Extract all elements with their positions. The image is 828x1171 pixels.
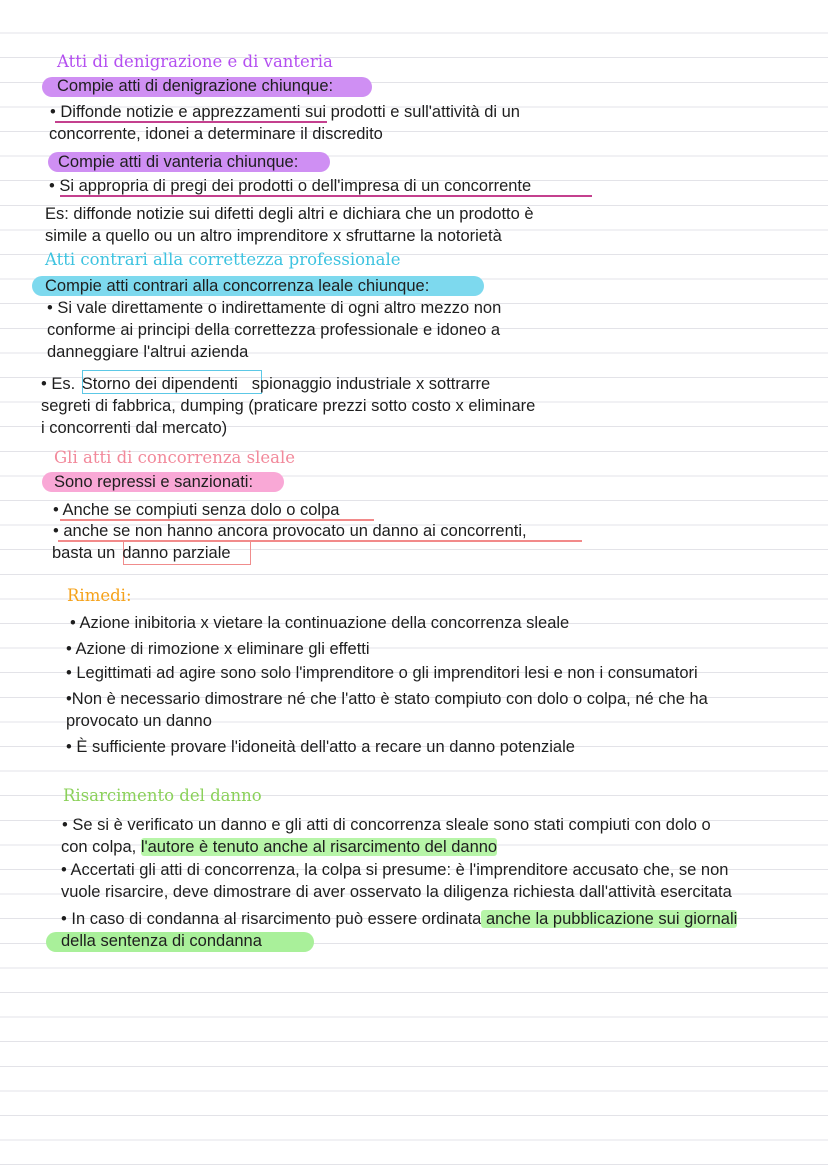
list-item [61,909,737,929]
boxed-text: Storno dei dipendenti [81,375,238,393]
section-title-risarcimento: Risarcimento del danno [63,786,262,805]
bullet-line [50,102,520,122]
boxed-text: danno parziale [122,544,231,562]
text-span: • Es. [41,375,76,393]
section-title-rimedi: Rimedi: [67,586,132,605]
example-line: simile a quello ou un altro imprenditore x sfruttarne la notorietà [45,227,502,245]
bullet-line: • Si appropria di pregi dei prodotti o dell'impresa di un concorrente [49,177,532,195]
text-line: i concorrenti dal mercato) [41,419,228,437]
text-span: spionaggio industriale x sottrarre [251,375,491,393]
list-item: • Azione inibitoria x vietare la continuazione della concorrenza sleale [70,614,570,632]
text-line: vuole risarcire, deve dimostrare di aver osservato la diligenza richiesta dall'attività esercitata [61,883,732,901]
example-line [41,374,490,394]
text-line: segreti di fabbrica, dumping (praticare prezzi sotto costo x eliminare [41,397,536,415]
text-span: sui prodotti e sull'attività di un [300,103,520,121]
bullet-line: • Anche se compiuti senza dolo o colpa [53,501,340,519]
text-span: con colpa, [61,838,141,856]
list-item: • È sufficiente provare l'idoneità dell'atto a recare un danno potenziale [66,738,575,756]
section-title-denigrazione: Atti di denigrazione e di vanteria [57,52,333,71]
bullet-line: • anche se non hanno ancora provocato un danno ai concorrenti, [53,522,527,540]
text-span: • In caso di condanna al risarcimento può essere ordinata [61,910,482,928]
heading-denigrazione: Compie atti di denigrazione chiunque: [57,77,334,95]
text-line [52,543,231,563]
text-line: conforme ai principi della correttezza professionale e idoneo a [47,321,501,339]
heading-correttezza: Compie atti contrari alla concorrenza leale chiunque: [45,277,430,295]
heading-vanteria: Compie atti di vanteria chiunque: [58,153,299,171]
example-line: Es: diffonde notizie sui difetti degli altri e dichiara che un prodotto è [45,205,534,223]
list-item: • Legittimati ad agire sono solo l'imprenditore o gli imprenditori lesi e non i consumatori [66,664,698,682]
underlined-phrase: • Diffonde notizie e apprezzamenti [50,103,301,121]
list-item: • Se si è verificato un danno e gli atti di concorrenza sleale sono stati compiuti con dolo o [62,816,711,834]
list-item: • Azione di rimozione x eliminare gli effetti [66,640,370,658]
text-line: • Si vale direttamente o indirettamente di ogni altro mezzo non [47,299,502,317]
text-line: concorrente, idonei a determinare il discredito [49,125,383,143]
section-title-correttezza: Atti contrari alla correttezza professionale [45,250,401,269]
heading-concorrenza-sleale: Sono repressi e sanzionati: [54,473,254,491]
text-span: basta un [52,544,116,562]
text-line [61,837,497,857]
underline [60,195,592,197]
text-line: provocato un danno [66,712,212,730]
section-title-concorrenza-sleale: Gli atti di concorrenza sleale [54,448,295,467]
text-line: della sentenza di condanna [61,932,262,950]
highlighted-text: l'autore è tenuto anche al risarcimento del danno [140,838,498,856]
list-item: •Non è necessario dimostrare né che l'atto è stato compiuto con dolo o colpa, né che ha [66,690,708,708]
highlighted-text: anche la pubblicazione sui giornali [481,910,738,928]
text-line: danneggiare l'altrui azienda [47,343,249,361]
underline [55,121,327,123]
list-item: • Accertati gli atti di concorrenza, la colpa si presume: è l'imprenditore accusato che, se non [61,861,729,879]
